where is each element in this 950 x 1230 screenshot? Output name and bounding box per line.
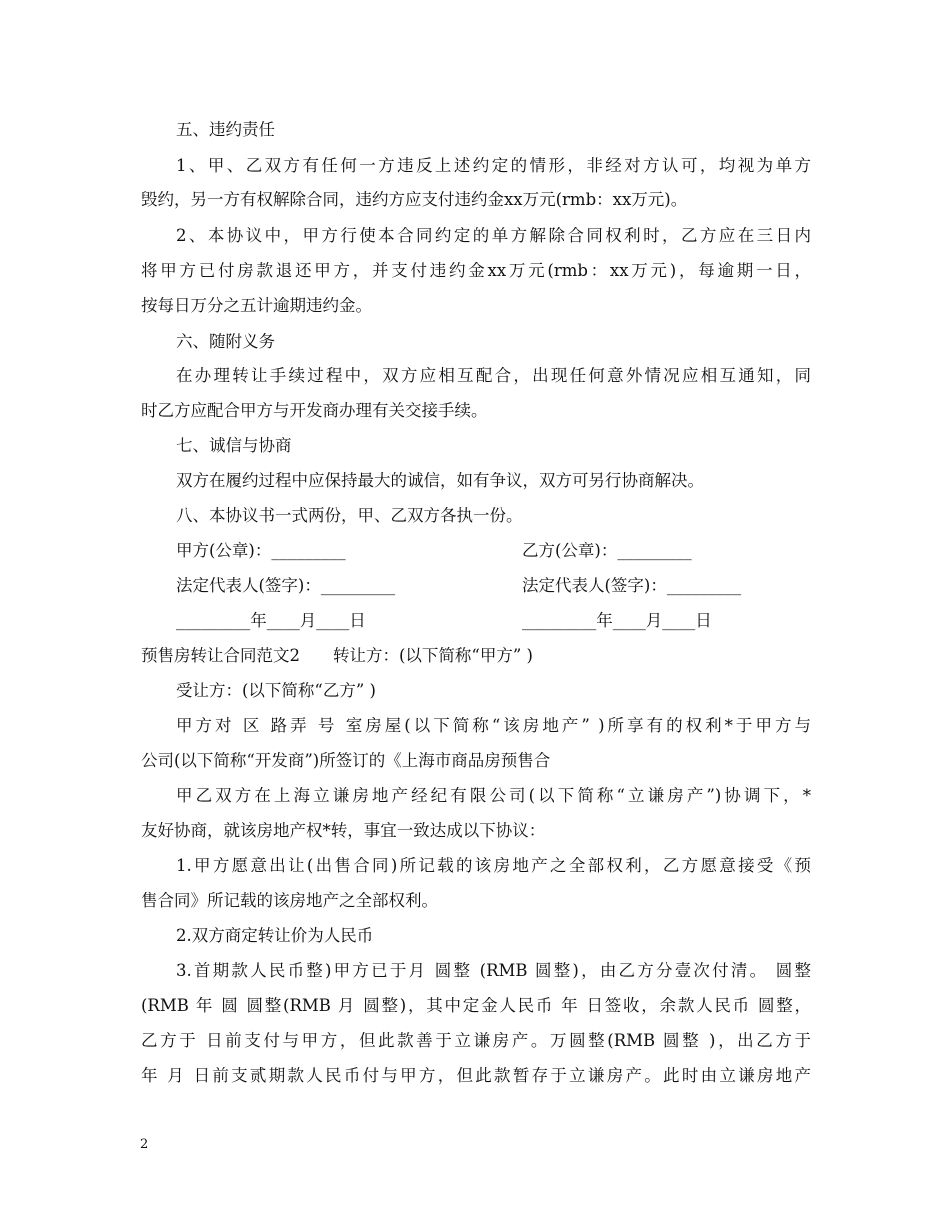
paragraph-line: 将甲方已付房款退还甲方，并支付违约金xx万元(rmb：xx万元)，每逾期一日， [141, 261, 811, 280]
party-b-seal-field: 乙方(公章)：_________ [522, 541, 692, 560]
paragraph-line: 1.甲方愿意出让(出售合同)所记载的该房地产之全部权利，乙方愿意接受《预 [176, 856, 811, 875]
paragraph-line: 时乙方应配合甲方与开发商办理有关交接手续。 [141, 401, 488, 420]
party-a-date-field: _________年____月____日 [176, 611, 366, 630]
paragraph-line: 公司(以下简称“开发商”)所签订的《上海市商品房预售合 [141, 751, 551, 770]
section-heading-good-faith: 七、诚信与协商 [176, 436, 292, 455]
party-b-date-field: _________年____月____日 [522, 611, 712, 630]
paragraph-line: 售合同》所记载的该房地产之全部权利。 [141, 891, 438, 910]
paragraph-line: 甲方对 区 路弄 号 室房屋(以下简称“该房地产” )所享有的权利*于甲方与 [176, 716, 811, 735]
template-title-line: 预售房转让合同范文2 转让方：(以下简称“甲方” ) [141, 646, 533, 665]
paragraph-line: 受让方：(以下简称“乙方” ) [176, 681, 376, 700]
paragraph-line: 3.首期款人民币整)甲方已于月 圆整 (RMB 圆整)，由乙方分壹次付清。 圆整 [176, 961, 811, 980]
paragraph-line: 按每日万分之五计逾期违约金。 [141, 296, 372, 315]
paragraph-line: 年 月 日前支贰期款人民币付与甲方，但此款暂存于立谦房产。此时由立谦房地产 [141, 1066, 811, 1085]
party-a-seal-field: 甲方(公章)：_________ [176, 541, 346, 560]
section-heading-copies: 八、本协议书一式两份，甲、乙双方各执一份。 [176, 506, 523, 525]
section-heading-obligations: 六、随附义务 [176, 332, 275, 351]
paragraph-line: 友好协商，就该房地产权*转，事宜一致达成以下协议： [141, 821, 546, 840]
paragraph-line: (RMB 年 圆 圆整(RMB 月 圆整)，其中定金人民币 年 日签收，余款人民币 圆整， [141, 996, 811, 1015]
paragraph-line: 1、甲、乙双方有任何一方违反上述约定的情形，非经对方认可，均视为单方 [176, 156, 811, 175]
page-number: 2 [140, 1137, 149, 1152]
paragraph-line: 2、本协议中，甲方行使本合同约定的单方解除合同权利时，乙方应在三日内 [176, 226, 811, 245]
section-heading-breach: 五、违约责任 [176, 120, 275, 139]
paragraph-line: 毁约，另一方有权解除合同，违约方应支付违约金xx万元(rmb：xx万元)。 [141, 190, 688, 209]
paragraph-line: 在办理转让手续过程中，双方应相互配合，出现任何意外情况应相互通知，同 [176, 366, 811, 385]
paragraph-line: 2.双方商定转让价为人民币 [176, 926, 374, 945]
party-b-representative-field: 法定代表人(签字)：_________ [522, 576, 742, 595]
party-a-representative-field: 法定代表人(签字)：_________ [176, 576, 396, 595]
paragraph-line: 双方在履约过程中应保持最大的诚信，如有争议，双方可另行协商解决。 [176, 471, 704, 490]
paragraph-line: 甲乙双方在上海立谦房地产经纪有限公司(以下简称“立谦房产”)协调下，* [176, 786, 811, 805]
paragraph-line: 乙方于 日前支付与甲方，但此款善于立谦房产。万圆整(RMB 圆整 )，出乙方于 [141, 1031, 811, 1050]
